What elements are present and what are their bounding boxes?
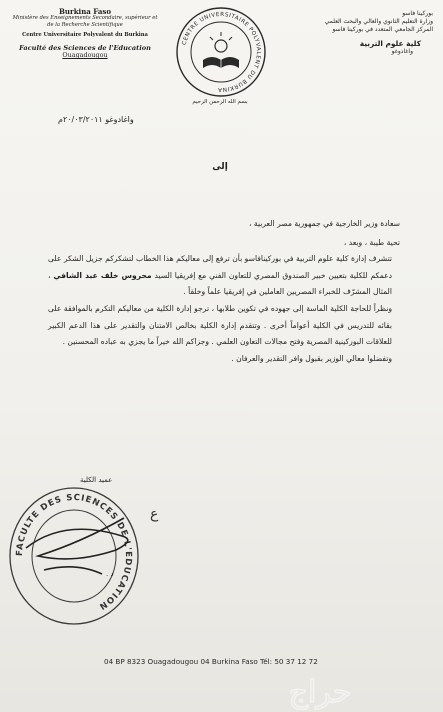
arabic-city: واغادوغو	[391, 48, 413, 55]
faculty-stamp	[4, 478, 144, 628]
arabic-line-3: المركز الجامعي المتعدد في بوركينا فاسو	[332, 26, 433, 33]
signature-mark: ع	[150, 506, 159, 522]
ministry-line-1: Ministère des Enseignements Secondaire, supérieur et	[12, 15, 158, 21]
letter-body	[48, 216, 400, 367]
addressee-line: سعادة وزير الخارجية في جمهورية مصر العربية ،	[249, 219, 400, 228]
city-name: Ouagadougou	[62, 51, 108, 59]
arabic-line-1: بوركينا فاسو	[402, 10, 433, 17]
university-logo	[173, 6, 269, 98]
open-book-icon	[203, 32, 239, 68]
faculty-name: Faculté des Sciences de l'Education	[19, 44, 151, 52]
paragraph-1-text: تتشرف إدارة كلية علوم التربية في بوركينافاسو بأن ترفع إلى معاليكم هذا الخطاب لتشكركم جزيل الشكر على دعمكم للكلية بتعيين خبير الصندوق المصري للتعاون الفني مع إفريقيا السيد	[48, 254, 392, 280]
logo-ring-text: CENTRE UNIVERSITAIRE POLYVALENT DU BURKINA	[181, 11, 262, 93]
watermark-text: حراج	[288, 675, 352, 710]
letterhead-french	[10, 8, 160, 59]
ministry-line-2: de la Recherche Scientifique	[47, 22, 123, 28]
arabic-faculty: كلية علوم التربية	[359, 39, 421, 48]
footer-address: 04 BP 8323 Ouagadougou 04 Burkina Faso Tél: 50 37 12 72	[104, 657, 318, 666]
salutation-to: إلى	[212, 162, 228, 172]
paragraph-2: ونظراً للحاجة الكلية الماسة إلى جهوده في تكوين طلابها ، ترجو إدارة الكلية من معاليكم التكرم بالموافقة على بقائه للتدريس في الكلية أعواماً أخرى . وتتقدم إدارة الكلية بخالص الامتنان والتقدير على هذا الدعم الكبير للعلاقات البوركينية المصرية وفتح مجالات التعاون العلمي . وجزاكم الله خيراً ما يجزي به عباده المحسنين .	[48, 303, 392, 347]
signature-initial: د .	[106, 570, 114, 578]
watermark-logo	[220, 672, 420, 712]
svg-text:FACULTE DES SCIENCES DE L'EDUC	[15, 493, 133, 612]
letterhead-arabic	[283, 10, 433, 56]
closing-line: وتفضلوا معالي الوزير بقبول وافر التقدير والعرفان .	[231, 353, 392, 363]
signature-title: عميد الكلية	[80, 476, 113, 484]
greeting-line: تحية طيبة ، وبعد ،	[343, 237, 400, 247]
paragraph-1-end: ، المثال المشرّف للخبراء المصريين العاملين في إفريقيا علماً وخلقاً .	[48, 270, 392, 297]
expert-name: محروس خلف عبد الشافي	[53, 270, 152, 280]
arabic-line-2: وزارة التعليم الثانوي والعالي والبحث العلمي	[324, 18, 433, 25]
paragraph-1	[48, 251, 400, 301]
stamp-ring-text: FACULTE DES SCIENCES DE L'EDUCATION	[14, 492, 134, 612]
centre-name: Centre Universitaire Polyvalent du Burkina	[22, 32, 148, 38]
basmala: بسم الله الرحمن الرحيم	[192, 99, 248, 105]
letter-date: واغادوغو ٢٠/٠٣/٢٠١١م	[58, 115, 134, 124]
country-name: Burkina Faso	[59, 7, 111, 16]
